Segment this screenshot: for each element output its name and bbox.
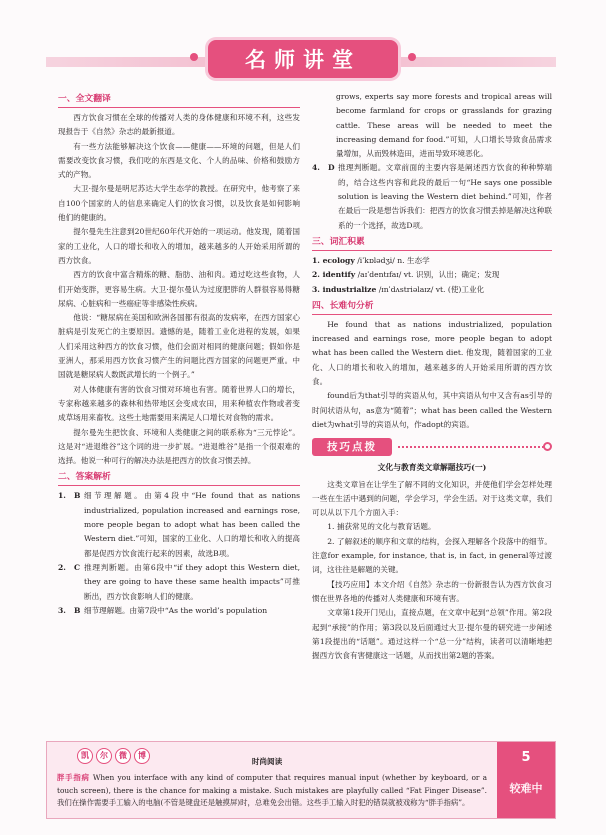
answer-letter: C xyxy=(74,562,81,572)
answer-explanation: 细节理解题。由第7段中“As the world’s population xyxy=(84,605,268,615)
vocab-item xyxy=(312,283,552,297)
logo-char: 博 xyxy=(134,748,150,764)
tip-paragraph: 1. 捕获常见的文化与教育话题。 xyxy=(327,522,436,532)
difficulty-label: 较难中 xyxy=(509,782,543,795)
tip-paragraph: 【技巧应用】本文介绍《自然》杂志的一份新报告认为西方饮食习惯在世界各地的传播对人类健康和环境有害。 xyxy=(312,579,552,603)
translation-paragraph: 提尔曼先生把饮食、环境和人类健康之间的联系称为“三元悖论”。这是对“进退维谷”这个词的进一步扩展。“进退维谷”是指一个很艰难的选择。他说一种可行的解决办法是把西方的饮食习惯丢掉。 xyxy=(58,427,300,466)
vocab-definition: /iˈkɒlədʒi/ n. 生态学 xyxy=(357,255,430,265)
logo-char: 尔 xyxy=(96,748,112,764)
footer-term: 胖手指病 xyxy=(57,773,90,782)
footer-tab xyxy=(497,742,555,818)
vocab-item xyxy=(312,254,552,268)
section-vocabulary-title: 三、词汇积累 xyxy=(312,235,552,251)
answer-item xyxy=(58,561,300,604)
tip-paragraph: 这类文章旨在让学生了解不同的文化知识，并使他们学会怎样处理一些在生活中遇到的问题，学会学习，学会生活。对于这类文章，我们可以从以下几个方面入手： xyxy=(312,479,552,518)
footer-body: When you interface with any kind of computer that requires manual input (whether by keyboard, or a touch screen), there is the chance for making a mistake. Such mistakes are playfully called “Fat Finger Disease”. 我们在操作需要手工输入的电脑(不管是键盘还是触摸屏)时，总难免会出错。这些手工输入时犯的错误就被戏称为“胖手指病”。 xyxy=(57,773,487,807)
translation-paragraph: 西方饮食习惯在全球的传播对人类的身体健康和环境不利，这些发现报告于《自然》杂志的最新报道。 xyxy=(58,113,300,137)
right-column xyxy=(312,90,552,663)
answer-letter: B xyxy=(74,605,81,615)
translation-paragraph: 大卫·提尔曼是明尼苏达大学生态学的教授。在研究中，他考察了来自100个国家的人的信息来确定人们的饮食习惯，以及饮食是如何影响他们的健康的。 xyxy=(58,184,300,223)
page-number: 5 xyxy=(521,750,531,765)
vocab-item xyxy=(312,268,552,282)
answer-item xyxy=(58,604,300,618)
translation-paragraph: 他说：“糖尿病在美国和欧洲各国都有很高的发病率，在西方国家心脏病是引发死亡的主要原因。遗憾的是，随着工业化进程的发展，如果人们采用这种西方的饮食习惯，他们会面对相同的健康问题；假如你是亚洲人，那采用西方饮食习惯产生的问题比西方国家的问题更严重。中国就是糖尿病人数既武增长的一个例子。” xyxy=(58,313,300,380)
vocab-word: 1. ecology xyxy=(312,255,355,265)
tip-dotted-line xyxy=(398,446,544,448)
answer-item xyxy=(312,161,552,232)
vocab-word: 2. identify xyxy=(312,270,356,280)
tip-banner xyxy=(312,438,552,456)
translation-paragraph: 西方的饮食中富含精炼的糖、脂肪、油和肉。通过吃这些食物，人们开始变胖，更容易生病。大卫·提尔曼认为过度肥胖的人群很容易得糖尿病、心脏病和一些癌症等非感染性疾病。 xyxy=(58,270,300,308)
answer-letter: B xyxy=(74,491,81,501)
left-column xyxy=(58,90,300,618)
sentence-analysis: found后为that引导的宾语从句，其中宾语从句中又含有as引导的时间状语从句，as意为“随着”；what has been called the Western diet为what引导的宾语从句，作adopt的宾语。 xyxy=(312,391,552,429)
answer-number: 2. xyxy=(58,562,66,572)
section-sentence-title: 四、长难句分析 xyxy=(312,299,552,315)
vocab-definition: /ɪnˈdʌstriəlaɪz/ vt. (使)工业化 xyxy=(378,284,485,294)
answer-explanation: 推理判断题。文章前面的主要内容是阐述西方饮食的种种弊端的，结合这些内容和此段的最后一句“He says one possible solution is leaving the Western diet behind.”可知，作者在最后一段是想告诉我们：把西方的饮食习惯丢掉是解决这种联系的一个选择，故选D项。 xyxy=(338,163,552,230)
footer-text xyxy=(57,772,487,810)
header-dot-right xyxy=(408,53,416,61)
header-dot-left xyxy=(190,53,198,61)
vocab-definition: /aɪˈdentɪfaɪ/ vt. 识别，认出；确定；发现 xyxy=(357,270,500,280)
answer-letter: D xyxy=(328,163,335,173)
translation-paragraph: 提尔曼先生注意到20世纪60年代开始的一项运动。他发现，随着国家的工业化，人口的增长和收入的增加，越来越多的人开始采用所谓的西方饮食。 xyxy=(58,227,300,265)
header-banner xyxy=(208,40,398,78)
answer-number: 3. xyxy=(58,605,66,615)
answer-explanation: 推理判断题。由第6段中“if they adopt this Western diet, they are going to have these same health impacts”可推断出，西方饮食影响人们的健康。 xyxy=(84,562,300,601)
tip-paragraph: 2. 了解叙述的顺序和文章的结构，会探入理解各个段落中的细节。注意for example, for instance, that is, in fact, in general等过渡词，这往往是解题的关键。 xyxy=(312,536,552,575)
long-sentence: He found that as nations industrialized, population increased and earnings rose, more people began to adopt what has been called the Western diet. 他发现，随着国家的工业化、人口的增长和收入的增加，越来越多的人开始采用所谓的西方饮食。 xyxy=(312,319,552,387)
tip-subtitle: 文化与教育类文章解题技巧(一) xyxy=(377,463,487,473)
answer-number: 4. xyxy=(312,163,320,173)
footer-column-title: 时尚阅读 xyxy=(251,757,283,766)
tip-title: 技巧点拨 xyxy=(312,438,392,456)
answer-explanation: 细节理解题。由第4段中“He found that as nations industrialized, population increased and earnings rose, more people began to adopt what has been called the Western diet.”可知，国家的工业化、人口的增长和收入的提高都是促西方饮食流行起来的因素，故选B项。 xyxy=(84,491,300,558)
answer-number: 1. xyxy=(58,491,66,501)
tip-end-circle-icon xyxy=(543,442,552,451)
vocab-word: 3. industrialize xyxy=(312,284,377,294)
section-answers-title: 二、答案解析 xyxy=(58,470,300,486)
footer-box xyxy=(46,741,556,819)
answer-item xyxy=(58,489,300,560)
translation-paragraph: 对人体健康有害的饮食习惯对环境也有害。随着世界人口的增长，专家称越来越多的森林和热带地区会变成农田，用来种植农作物或者变成草场用来畜牧。这些土地需要用来满足人口增长对食物的需求。 xyxy=(58,384,300,423)
page-title: 名师讲堂 xyxy=(245,48,361,72)
answer-continuation: grows, experts say more forests and tropical areas will become farmland for crops or grasslands for grazing cattle. These areas will be needed to meet the increasing demand for food.”可知，人口增长导致食品需求量增加，从而毁林造田，进而导致环境恶化。 xyxy=(336,92,552,159)
tip-paragraph: 文章第1段开门见山，直接点题，在文章中起到“总领”作用。第2段起到“承接”的作用；第3段以及后面通过大卫·提尔曼的研究进一步阐述第1段提出的“话题”。通过这样一个“总一分”结构，读者可以清晰地把握西方饮食有害健康这一话题，从而找出第2题的答案。 xyxy=(312,608,552,661)
logo-char: 微 xyxy=(115,748,131,764)
section-translation-title: 一、全文翻译 xyxy=(58,92,300,108)
translation-paragraph: 有一些方法能够解决这个饮食——健康——环境的问题，但是人们需要改变饮食习惯，我们吃的东西是文化、个人的品味、价格和鼓励方式的产物。 xyxy=(58,141,300,180)
logo-char: 凯 xyxy=(77,748,93,764)
